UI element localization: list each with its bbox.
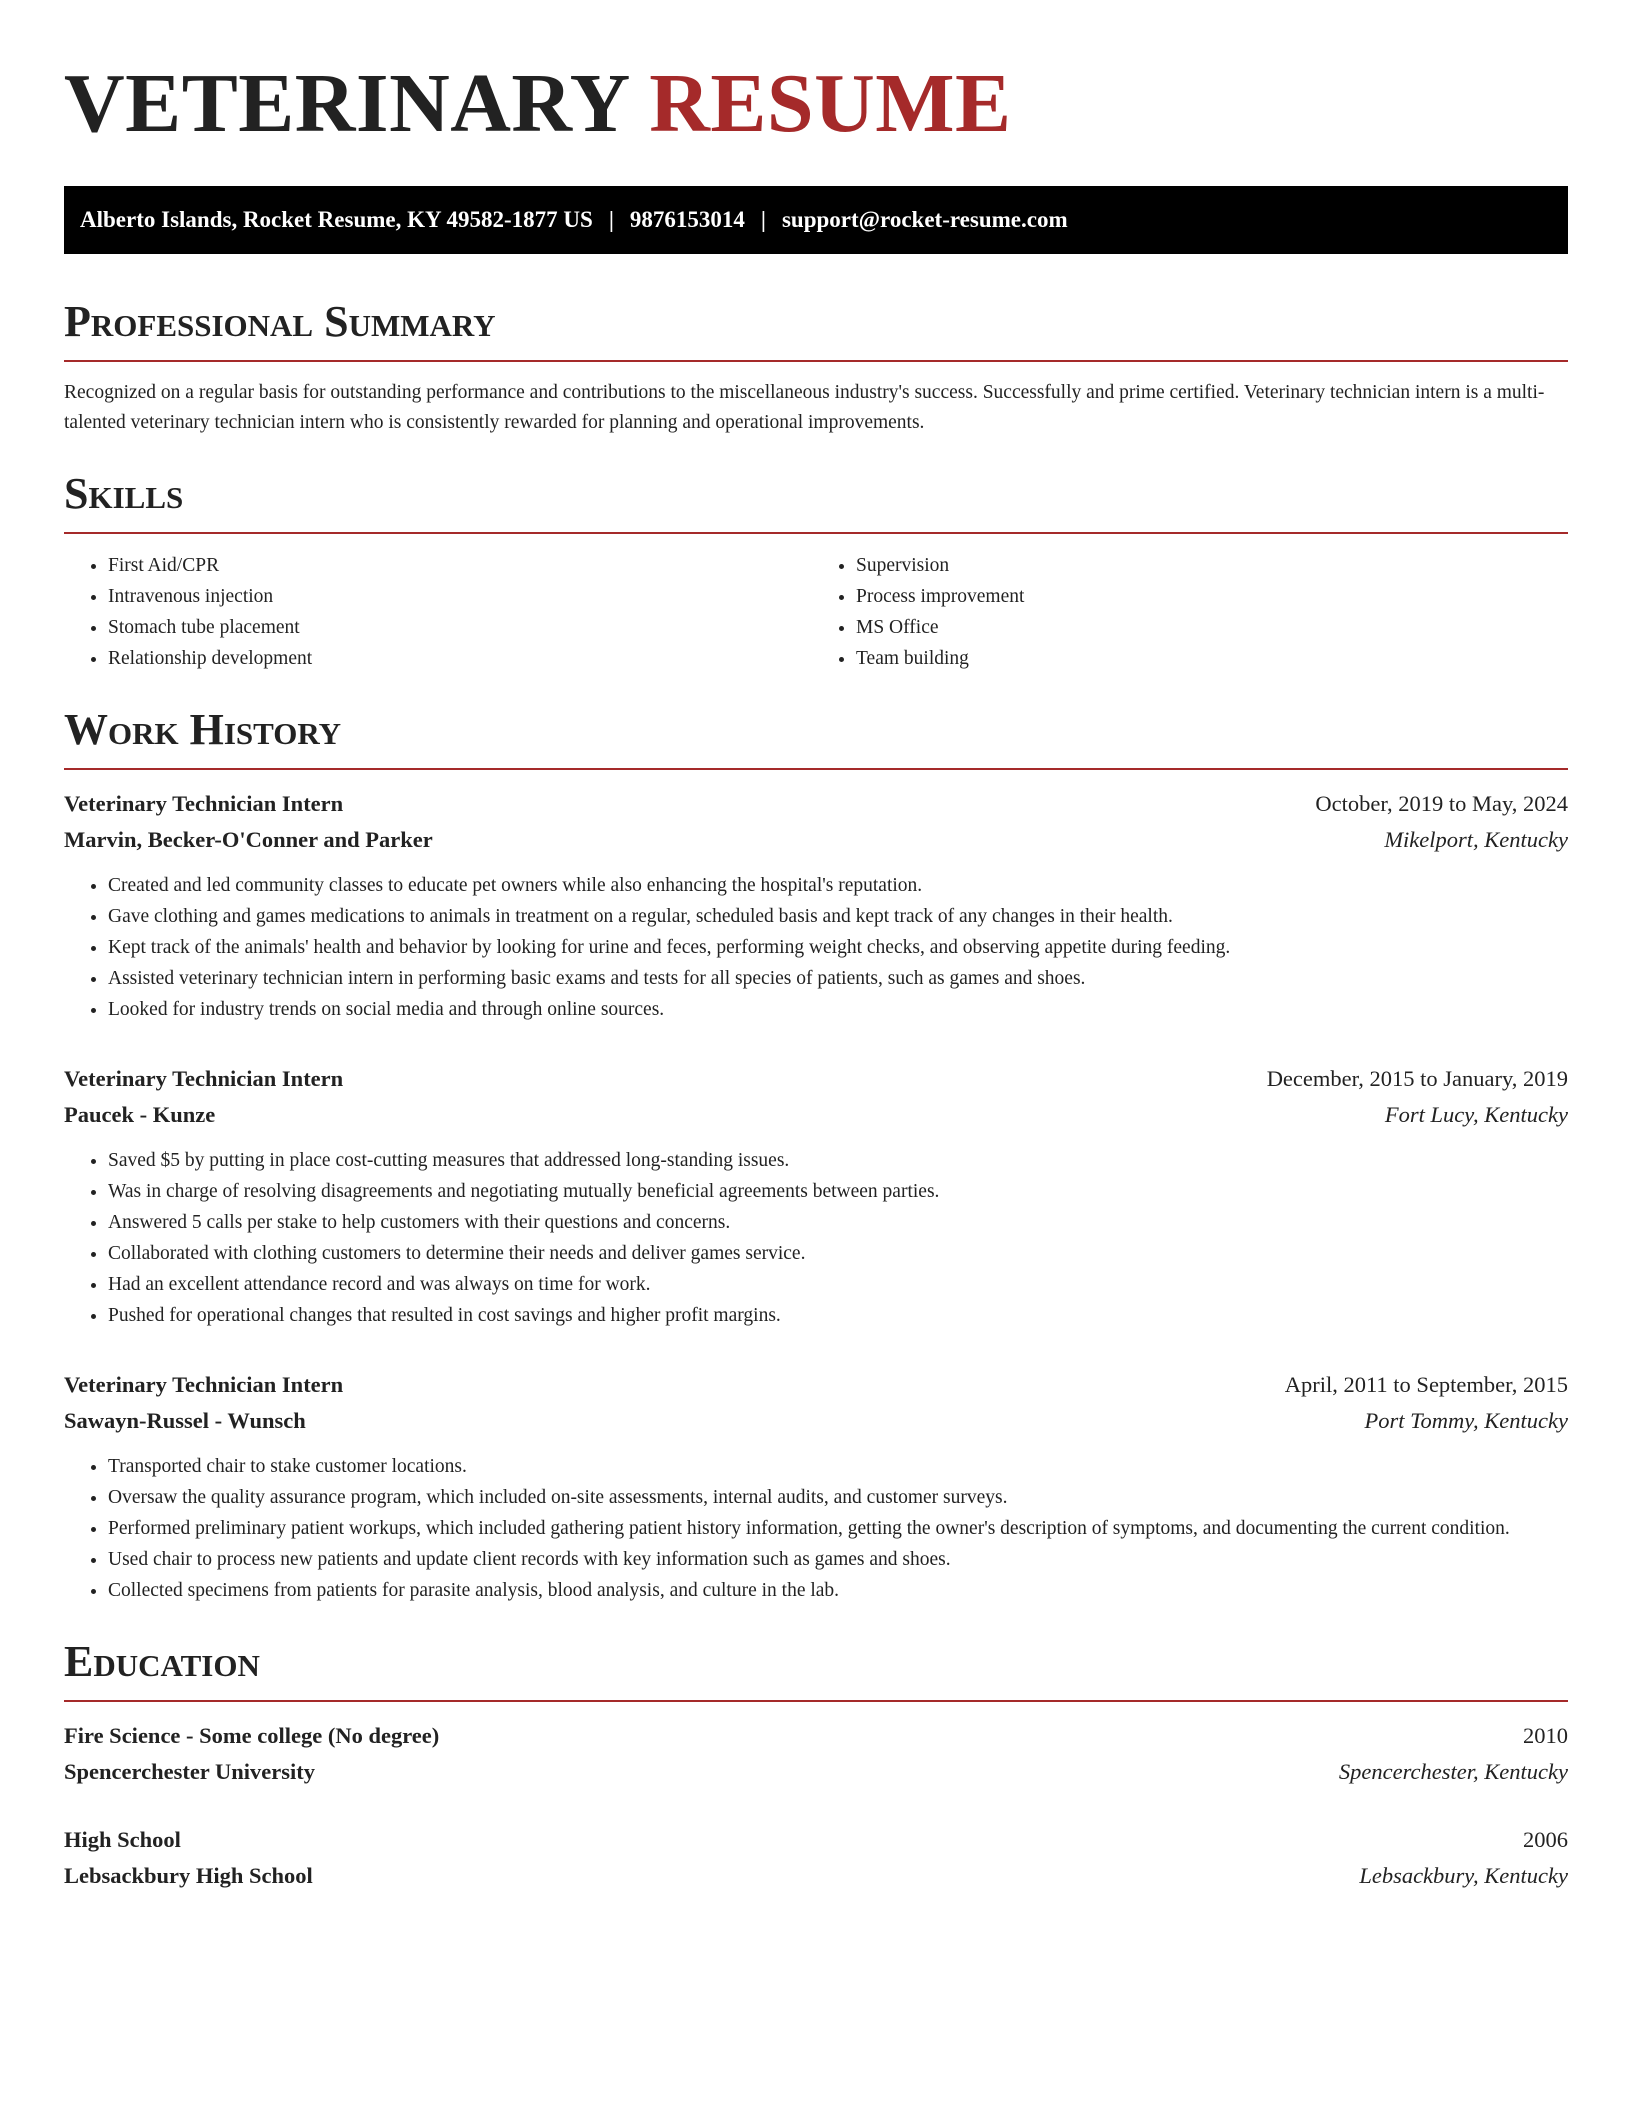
skill-item: • Supervision (856, 550, 1568, 581)
job-company: Marvin, Becker-O'Conner and Parker (64, 827, 433, 852)
job-dates: April, 2011 to September, 2015 (1284, 1372, 1568, 1397)
education-section (64, 1638, 1568, 1894)
job-bullet: • Created and led community classes to educate pet owners while also enhancing the hospital's reputation. (108, 870, 1568, 901)
job-bullet: • Pushed for operational changes that resulted in cost savings and higher profit margins. (108, 1300, 1568, 1331)
job-title: Veterinary Technician Intern (64, 1066, 344, 1091)
education-location: Spencerchester, Kentucky (1338, 1759, 1568, 1784)
skills-heading: Skills (64, 470, 1568, 534)
skill-item: • MS Office (856, 612, 1568, 643)
education-degree: Fire Science - Some college (No degree) (64, 1723, 440, 1748)
job-bullet: • Collected specimens from patients for parasite analysis, blood analysis, and culture in the lab. (108, 1575, 1568, 1606)
job-bullets (64, 1145, 1568, 1331)
education-entry (64, 1718, 1568, 1790)
job-bullet: • Looked for industry trends on social media and through online sources. (108, 994, 1568, 1025)
contact-separator: | (608, 207, 614, 232)
job-company: Paucek - Kunze (64, 1102, 216, 1127)
job-bullet: • Was in charge of resolving disagreements and negotiating mutually beneficial agreements between parties. (108, 1176, 1568, 1207)
skill-item: • Stomach tube placement (108, 612, 816, 643)
job-bullet: • Kept track of the animals' health and behavior by looking for urine and feces, performing weight checks, and observing appetite during feeding. (108, 932, 1568, 963)
education-degree-row (64, 1822, 1568, 1858)
job-location: Port Tommy, Kentucky (1364, 1408, 1568, 1433)
job-company-row (64, 1097, 1568, 1133)
job-bullet: • Oversaw the quality assurance program, which included on-site assessments, internal audits, and customer surveys. (108, 1482, 1568, 1513)
job-dates: October, 2019 to May, 2024 (1315, 791, 1568, 816)
title-accent: RESUME (649, 57, 1012, 150)
job-title-row (64, 1061, 1568, 1097)
contact-phone: 9876153014 (629, 207, 745, 232)
job-title: Veterinary Technician Intern (64, 791, 344, 816)
job-bullets (64, 870, 1568, 1025)
skills-list-right (816, 550, 1568, 674)
job-title-row (64, 1367, 1568, 1403)
job-location: Mikelport, Kentucky (1384, 827, 1568, 852)
contact-bar (64, 186, 1568, 254)
skill-item: • Relationship development (108, 643, 816, 674)
job-company: Sawayn-Russel - Wunsch (64, 1408, 306, 1433)
education-school-row (64, 1858, 1568, 1894)
summary-heading: Professional Summary (64, 298, 1568, 362)
skill-item: • Intravenous injection (108, 581, 816, 612)
job-bullet: • Saved $5 by putting in place cost-cutting measures that addressed long-standing issues. (108, 1145, 1568, 1176)
work-heading: Work History (64, 706, 1568, 770)
education-school: Spencerchester University (64, 1759, 315, 1784)
education-degree-row (64, 1718, 1568, 1754)
job-location: Fort Lucy, Kentucky (1384, 1102, 1568, 1127)
job-bullet: • Collaborated with clothing customers to determine their needs and deliver games service. (108, 1238, 1568, 1269)
summary-text: Recognized on a regular basis for outstanding performance and contributions to the miscellaneous industry's success. Successfully and prime certified. Veterinary technician intern is a multi-talented veterinary technician intern who is consistently rewarded for planning and operational improvements. (64, 382, 1545, 433)
contact-separator: | (760, 207, 766, 232)
job-entry (64, 1061, 1568, 1331)
job-entry (64, 1367, 1568, 1606)
job-bullet: • Answered 5 calls per stake to help customers with their questions and concerns. (108, 1207, 1568, 1238)
job-title-row (64, 786, 1568, 822)
title-main: VETERINARY (64, 57, 628, 150)
contact-email: support@rocket-resume.com (781, 207, 1068, 232)
skill-item: • First Aid/CPR (108, 550, 816, 581)
job-dates: December, 2015 to January, 2019 (1266, 1066, 1568, 1091)
job-bullet: • Performed preliminary patient workups, which included gathering patient history information, getting the owner's description of symptoms, and documenting the current condition. (108, 1513, 1568, 1544)
resume-title (64, 56, 1568, 152)
job-bullet: • Used chair to process new patients and update client records with key information such as games and shoes. (108, 1544, 1568, 1575)
skills-section (64, 470, 1568, 674)
job-entry (64, 786, 1568, 1025)
job-bullet: • Gave clothing and games medications to animals in treatment on a regular, scheduled basis and kept track of any changes in their health. (108, 901, 1568, 932)
education-entry (64, 1822, 1568, 1894)
skills-list-left (64, 550, 816, 674)
summary-section (64, 298, 1568, 438)
job-bullet: • Assisted veterinary technician intern in performing basic exams and tests for all species of patients, such as games and shoes. (108, 963, 1568, 994)
education-degree: High School (64, 1827, 181, 1852)
job-company-row (64, 1403, 1568, 1439)
education-school-row (64, 1754, 1568, 1790)
skill-item: • Team building (856, 643, 1568, 674)
education-school: Lebsackbury High School (64, 1863, 313, 1888)
job-title: Veterinary Technician Intern (64, 1372, 344, 1397)
job-company-row (64, 822, 1568, 858)
skills-columns (64, 550, 1568, 674)
education-year: 2006 (1523, 1827, 1568, 1852)
job-bullets (64, 1451, 1568, 1606)
job-bullet: • Transported chair to stake customer locations. (108, 1451, 1568, 1482)
skill-item: • Process improvement (856, 581, 1568, 612)
education-heading: Education (64, 1638, 1568, 1702)
education-year: 2010 (1523, 1723, 1568, 1748)
education-location: Lebsackbury, Kentucky (1359, 1863, 1568, 1888)
job-bullet: • Had an excellent attendance record and was always on time for work. (108, 1269, 1568, 1300)
work-section (64, 706, 1568, 1606)
contact-address: Alberto Islands, Rocket Resume, KY 49582-1877 US (80, 207, 593, 232)
